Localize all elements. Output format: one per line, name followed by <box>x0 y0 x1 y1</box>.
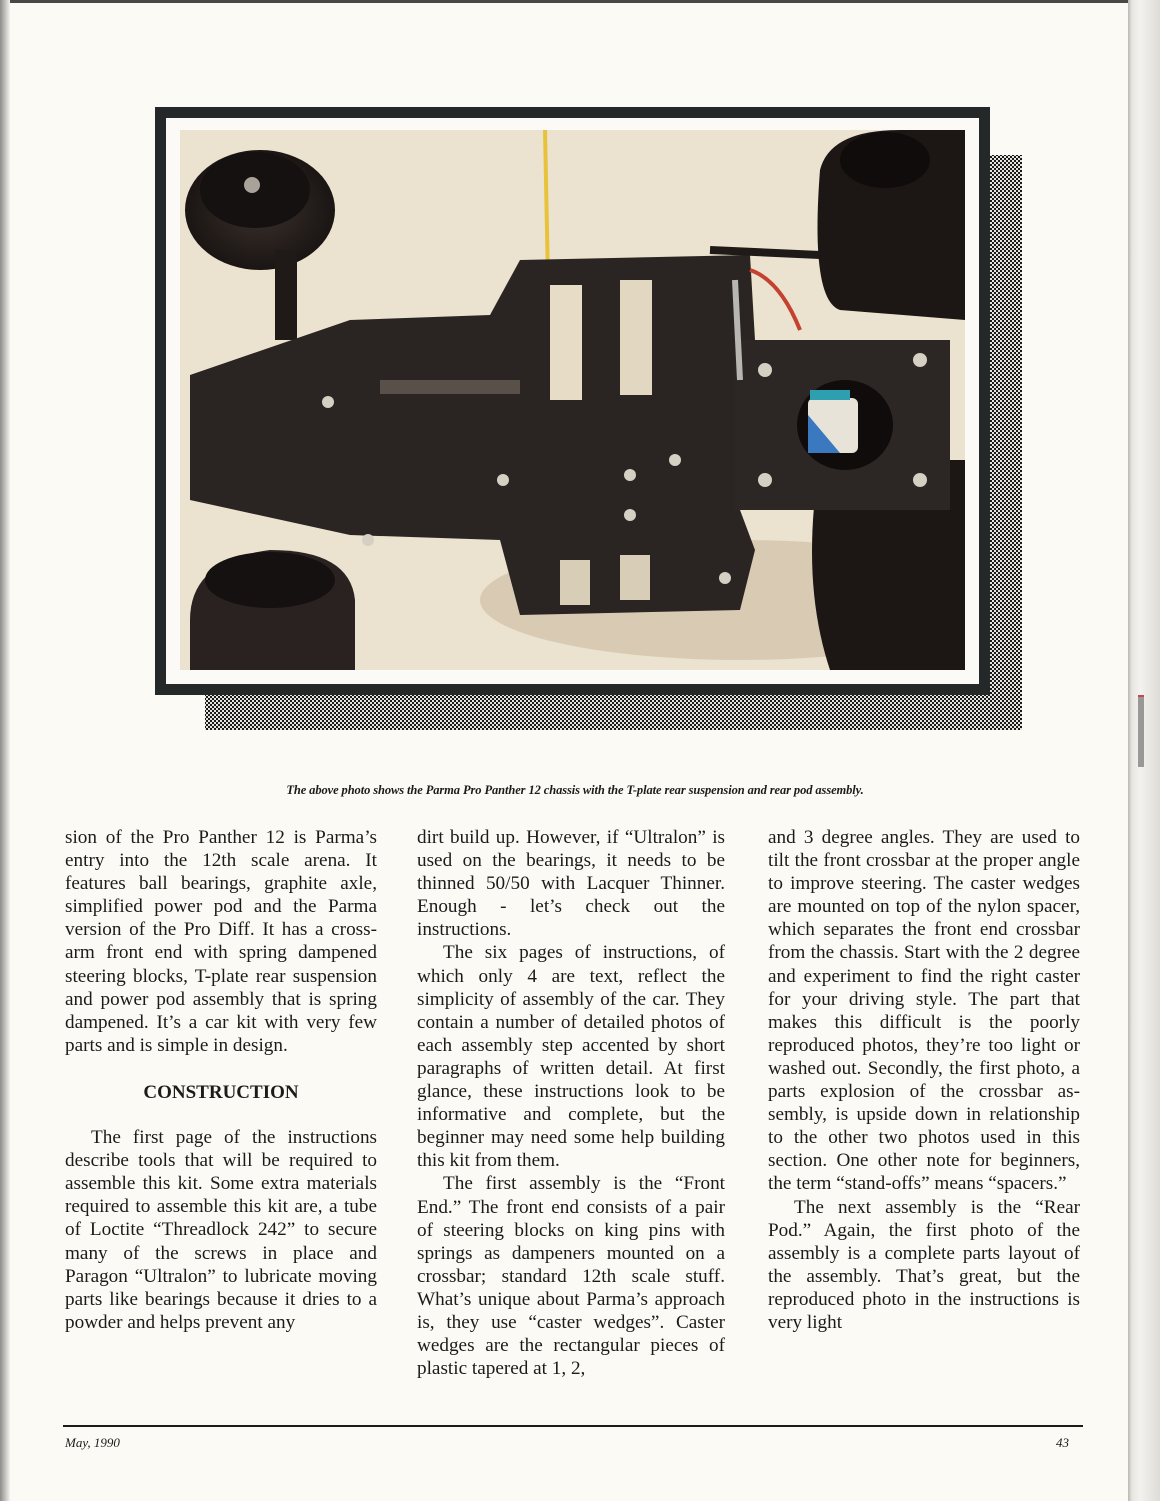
t-plate-arm <box>710 250 820 255</box>
chassis-slot <box>620 280 652 395</box>
chassis-slot <box>560 560 590 605</box>
page-top-edge <box>0 0 1160 3</box>
screw <box>758 473 772 487</box>
photo-mat <box>166 118 979 684</box>
section-heading: CONSTRUCTION <box>143 1081 299 1103</box>
paragraph: The next assembly is the “Rear Pod.” Again, the first photo of the assembly is a complete parts layout of the assembly. That’s great, but the reproduced photo in the instructions is very light <box>768 1196 1080 1333</box>
article-column-2 <box>417 826 725 1380</box>
motor-cap <box>810 390 850 400</box>
article-column-1 <box>65 826 377 1334</box>
chassis-slot <box>550 285 582 400</box>
page-binding-shadow <box>0 0 10 1501</box>
screw <box>362 534 374 546</box>
paragraph: sion of the Pro Panther 12 is Parma’s entry into the 12th scale arena. It features ball bearings, graphite axle, simplified power pod and the Parma version of the Pro Diff. It has a cross-arm front end with spring dampened steering blocks, T-plate rear suspension and power pod assembly that is spring dampened. It’s a car kit with very few parts and is simple in design. <box>65 827 377 1056</box>
screw <box>669 454 681 466</box>
screw <box>624 509 636 521</box>
page-edge-tab <box>1138 695 1144 767</box>
screw <box>322 396 334 408</box>
paragraph: The six pages of instructions, of which only 4 are text, reflect the simplicity of assembly of the car. They contain a number of detailed photos of each assembly step accented by short paragraphs of written detail. At first glance, these instructions look to be informative and complete, but the beginner may need some help building this kit from them. <box>417 942 725 1172</box>
screw <box>719 572 731 584</box>
photo-caption: The above photo shows the Parma Pro Panther 12 chassis with the T-plate rear suspension and rear pod assembly. <box>286 783 864 797</box>
page-number: 43 <box>1056 1435 1069 1450</box>
front-right-wheel-rim <box>205 552 335 608</box>
screw <box>913 473 927 487</box>
screw <box>758 363 772 377</box>
photo-frame <box>155 107 990 695</box>
screw <box>497 474 509 486</box>
paragraph: and 3 degree angles. They are used to tilt the front crossbar at the proper angle to improve steering. The caster wedges are mounted on top of the nylon spacer, which separates the front end crossbar from the chassis. Start with the 2 degree and experiment to find the right caster for your driving style. The part that makes this difficult is the poorly reproduced photos, they’re too light or washed out. Secondly, the first photo, a parts explosion of the crossbar assembly, is upside down in relationship to the other two photos used in this section. One other note for beginners, the term “stand-offs” means “spacers.” <box>768 827 1080 1195</box>
wheel-nut <box>244 177 260 193</box>
screw <box>913 353 927 367</box>
footer-rule <box>63 1425 1083 1427</box>
paragraph: The first page of the instructions describe tools that will be required to assemble this kit. Some extra materials required to assemble this kit are, a tube of Loctite “Threadlock 242” to secure many of the screws in place and Paragon “Ultralon” to lubricate moving parts like bearings because it dries to a powder and helps prevent any <box>65 1127 377 1333</box>
issue-date: May, 1990 <box>65 1435 120 1450</box>
steering-block <box>275 250 297 340</box>
chassis-slot <box>620 555 650 600</box>
rear-right-wheel-hub <box>840 132 930 188</box>
page-fore-edge <box>1128 0 1160 1501</box>
paragraph: The first assembly is the “Front End.” The front end consists of a pair of steering blocks on king pins with springs as dampeners mounted on a crossbar; standard 12th scale stuff. What’s unique about Parma’s approach is, they use “caster wedges”. Caster wedges are the rectangular pieces of plastic tapered at 1, 2, <box>417 1173 725 1380</box>
chassis-photo-illustration <box>180 130 965 670</box>
chassis-photo <box>180 130 965 670</box>
chassis-slot <box>380 380 520 394</box>
paragraph: dirt build up. However, if “Ultralon” is used on the bearings, it needs to be thinned 50/50 with Lacquer Thinner. Enough - let’s check out the instructions. <box>417 827 725 941</box>
article-column-3 <box>768 826 1080 1334</box>
screw <box>624 469 636 481</box>
